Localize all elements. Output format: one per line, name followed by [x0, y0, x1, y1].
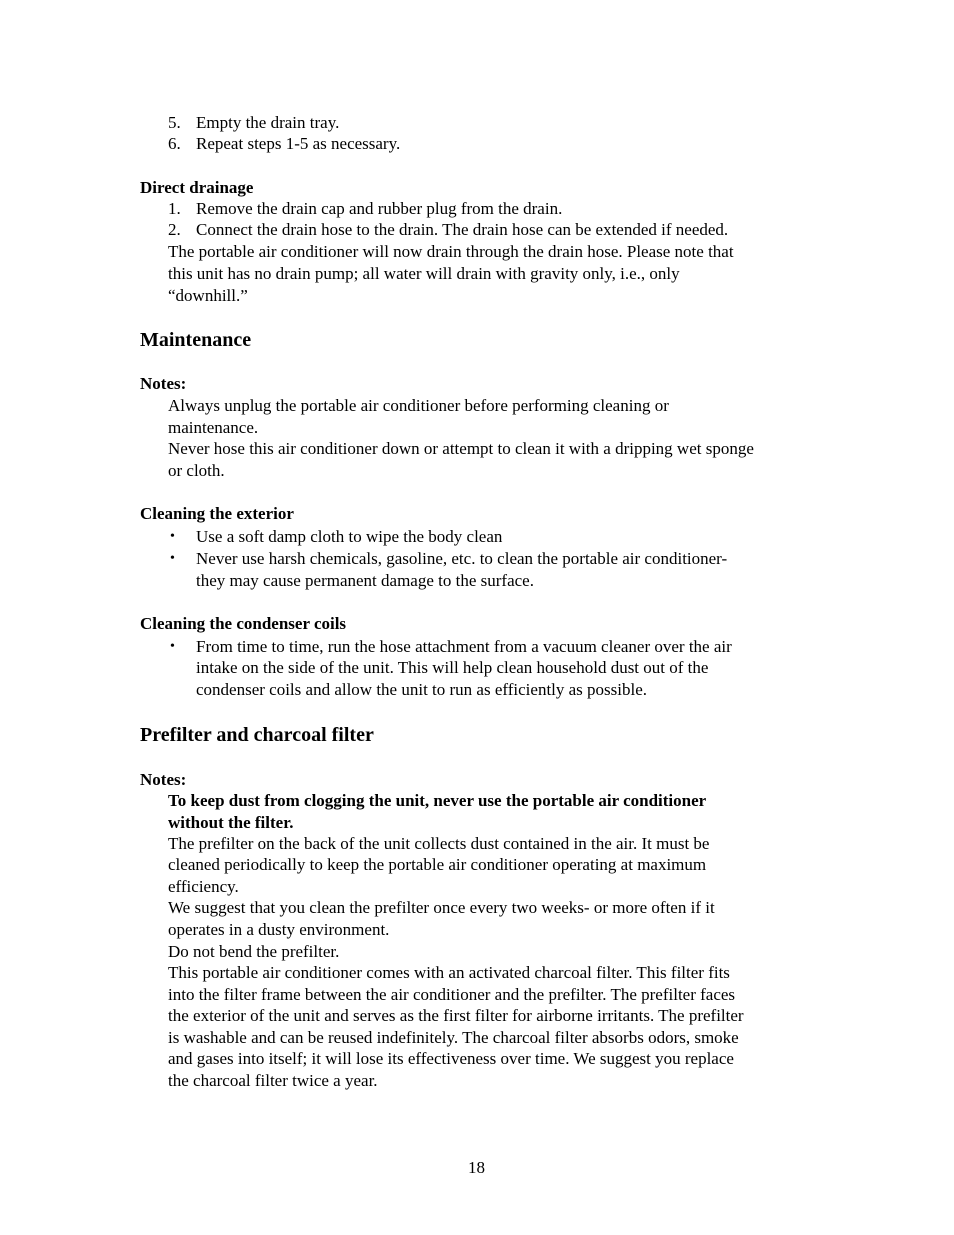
drainage-note-line: this unit has no drain pump; all water will drain with gravity only, i.e., only: [168, 264, 680, 283]
drainage-note-line: “downhill.”: [168, 286, 248, 305]
bullet-icon: •: [170, 639, 175, 654]
prefilter-line: We suggest that you clean the prefilter once every two weeks- or more often if it: [168, 898, 715, 917]
prefilter-line: Do not bend the prefilter.: [168, 942, 340, 961]
bullet-icon: •: [170, 529, 175, 544]
prefilter-warning-line: To keep dust from clogging the unit, never use the portable air conditioner: [168, 791, 707, 810]
maintenance-note-line: maintenance.: [168, 418, 259, 437]
maintenance-note-line: Always unplug the portable air conditioner before performing cleaning or: [168, 396, 669, 415]
step-text: Connect the drain hose to the drain. The drain hose can be extended if needed.: [196, 220, 729, 239]
bullet-text: From time to time, run the hose attachment from a vacuum cleaner over the air: [196, 637, 732, 656]
bullet-icon: •: [170, 551, 175, 566]
bullet-text: Use a soft damp cloth to wipe the body clean: [196, 527, 503, 546]
step-number: 1.: [168, 199, 181, 218]
direct-drainage-heading: Direct drainage: [140, 178, 254, 197]
step-text: Remove the drain cap and rubber plug from the drain.: [196, 199, 563, 218]
prefilter-line: is washable and can be reused indefinitely. The charcoal filter absorbs odors, smoke: [168, 1028, 739, 1047]
prefilter-line: efficiency.: [168, 877, 239, 896]
cleaning-coils-heading: Cleaning the condenser coils: [140, 614, 347, 633]
bullet-text: they may cause permanent damage to the surface.: [196, 571, 534, 590]
prefilter-line: operates in a dusty environment.: [168, 920, 390, 939]
prefilter-line: into the filter frame between the air conditioner and the prefilter. The prefilter faces: [168, 985, 736, 1004]
maintenance-note-line: Never hose this air conditioner down or attempt to clean it with a dripping wet sponge: [168, 439, 754, 458]
step-text: Repeat steps 1-5 as necessary.: [196, 134, 401, 153]
prefilter-line: and gases into itself; it will lose its effectiveness over time. We suggest you replace: [168, 1049, 734, 1068]
bullet-text: intake on the side of the unit. This will help clean household dust out of the: [196, 658, 709, 677]
prefilter-line: This portable air conditioner comes with an activated charcoal filter. This filter fits: [168, 963, 730, 982]
step-number: 5.: [168, 113, 181, 132]
prefilter-line: the charcoal filter twice a year.: [168, 1071, 378, 1090]
bullet-text: Never use harsh chemicals, gasoline, etc. to clean the portable air conditioner-: [196, 549, 728, 568]
bullet-text: condenser coils and allow the unit to run as efficiently as possible.: [196, 680, 648, 699]
maintenance-heading: Maintenance: [140, 329, 252, 351]
drainage-note-line: The portable air conditioner will now drain through the drain hose. Please note that: [168, 242, 734, 261]
step-text: Empty the drain tray.: [196, 113, 340, 132]
step-number: 2.: [168, 220, 181, 239]
step-number: 6.: [168, 134, 181, 153]
maintenance-note-line: or cloth.: [168, 461, 225, 480]
prefilter-warning-line: without the filter.: [168, 813, 294, 832]
prefilter-heading: Prefilter and charcoal filter: [140, 724, 374, 746]
notes-label: Notes:: [140, 770, 187, 789]
prefilter-line: the exterior of the unit and serves as the first filter for airborne irritants. The prefilter: [168, 1006, 744, 1025]
prefilter-line: The prefilter on the back of the unit collects dust contained in the air. It must be: [168, 834, 710, 853]
prefilter-line: cleaned periodically to keep the portable air conditioner operating at maximum: [168, 855, 707, 874]
page-number: 18: [468, 1158, 485, 1177]
cleaning-exterior-heading: Cleaning the exterior: [140, 504, 294, 523]
notes-label: Notes:: [140, 374, 187, 393]
